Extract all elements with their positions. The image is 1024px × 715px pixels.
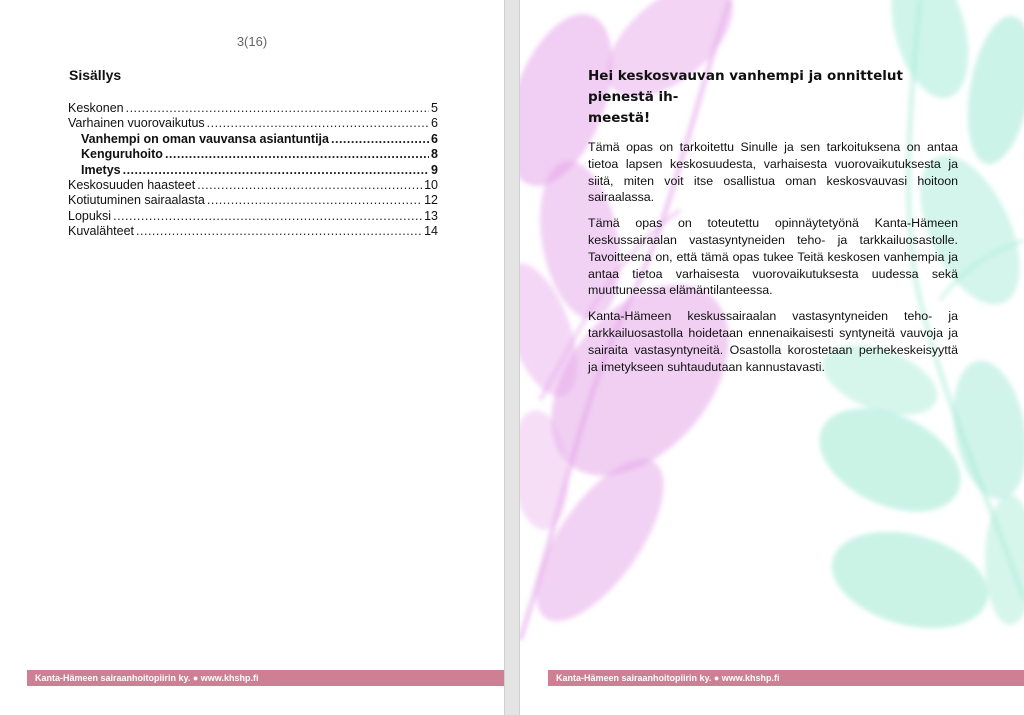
toc-entry-label: Vanhempi on oman vauvansa asiantuntija xyxy=(81,131,329,146)
toc-entry-page: 8 xyxy=(431,147,438,162)
toc-dot-leader xyxy=(207,116,429,130)
toc-entry[interactable] xyxy=(68,224,438,239)
page-number: 3(16) xyxy=(236,34,268,49)
toc-entry-label: Kenguruhoito xyxy=(81,147,163,162)
toc-entry[interactable] xyxy=(68,147,438,162)
toc-entry-label: Varhainen vuorovaikutus xyxy=(68,116,205,131)
toc-entry-page: 14 xyxy=(424,224,438,239)
toc-entry[interactable] xyxy=(68,209,438,224)
toc-entry[interactable] xyxy=(68,116,438,131)
toc-entry-page: 6 xyxy=(431,131,438,146)
toc-dot-leader xyxy=(207,193,422,207)
footer-bar: Kanta-Hämeen sairaanhoitopiirin ky. ● www.khshp.fi xyxy=(27,670,504,686)
toc-entry[interactable] xyxy=(68,178,438,193)
toc-dot-leader xyxy=(197,178,422,192)
toc-entry-label: Lopuksi xyxy=(68,208,112,223)
intro-paragraph-3: Kanta-Hämeen keskussairaalan vastasyntyneiden teho- ja tarkkailuosastolla hoidetaan ennenaikaisesti syntyneitä vauvoja ja sairaita vastasyntyneitä. Osastolla korostetaan perhekeskeisyyttä ja imetykseen suhtaudutaan kannustavasti. xyxy=(588,309,958,374)
intro-heading-line-2: meestä! xyxy=(588,110,651,126)
toc-entry-label: Keskonen xyxy=(68,101,124,115)
document-page-right xyxy=(520,0,1024,715)
toc-entry[interactable] xyxy=(68,101,438,116)
toc-dot-leader xyxy=(113,209,422,223)
toc-dot-leader xyxy=(136,224,422,238)
toc-entry-page: 5 xyxy=(431,101,438,115)
toc-entry-label: Imetys xyxy=(81,162,121,177)
toc-entry[interactable] xyxy=(68,163,438,178)
toc-dot-leader xyxy=(123,163,429,177)
toc-heading: Sisällys xyxy=(69,67,122,83)
toc-entry[interactable] xyxy=(68,132,438,147)
document-page-left xyxy=(0,0,504,715)
toc-entry-page: 13 xyxy=(424,208,438,223)
toc-entry-label: Kuvalähteet xyxy=(68,224,135,239)
intro-heading-line-1: Hei keskosvauvan vanhempi ja onnittelut pienestä ih- xyxy=(588,68,903,105)
intro-paragraph-2: Tämä opas on toteutettu opinnäytetyönä Kanta-Hämeen keskussairaalan vastasyntyneiden teho- ja tarkkailuosastolle. Tavoitteena on, että tämä opas tukee Teitä keskosen vanhempia ja antaa tietoa varhaisesta vuorovaikutuksesta uudessa sekä muuttuneessa elämäntilanteessa. xyxy=(588,216,958,298)
toc-entry-page: 10 xyxy=(424,177,438,192)
toc-entry[interactable] xyxy=(68,193,438,208)
footer-bar: Kanta-Hämeen sairaanhoitopiirin ky. ● www.khshp.fi xyxy=(548,670,1024,686)
toc-entry-label: Kotiutuminen sairaalasta xyxy=(68,193,205,208)
toc-entry-page: 9 xyxy=(431,162,438,177)
intro-heading xyxy=(588,66,958,129)
toc-entry-label: Keskosuuden haasteet xyxy=(68,177,196,192)
page-gutter xyxy=(504,0,520,715)
toc-dot-leader xyxy=(165,147,429,161)
toc-entry-page: 12 xyxy=(424,193,438,208)
toc-entry-page: 6 xyxy=(431,116,438,131)
table-of-contents xyxy=(68,101,438,240)
intro-paragraph-1: Tämä opas on tarkoitettu Sinulle ja sen tarkoituksena on antaa tietoa lapsen keskosuudesta, varhaisesta vuorovaikutuksesta ja siitä, miten voit itse osallistua oman keskosvauvasi hoitoon sairaalassa. xyxy=(588,140,958,205)
toc-dot-leader xyxy=(331,132,429,146)
intro-text xyxy=(588,66,958,384)
toc-dot-leader xyxy=(126,101,429,115)
